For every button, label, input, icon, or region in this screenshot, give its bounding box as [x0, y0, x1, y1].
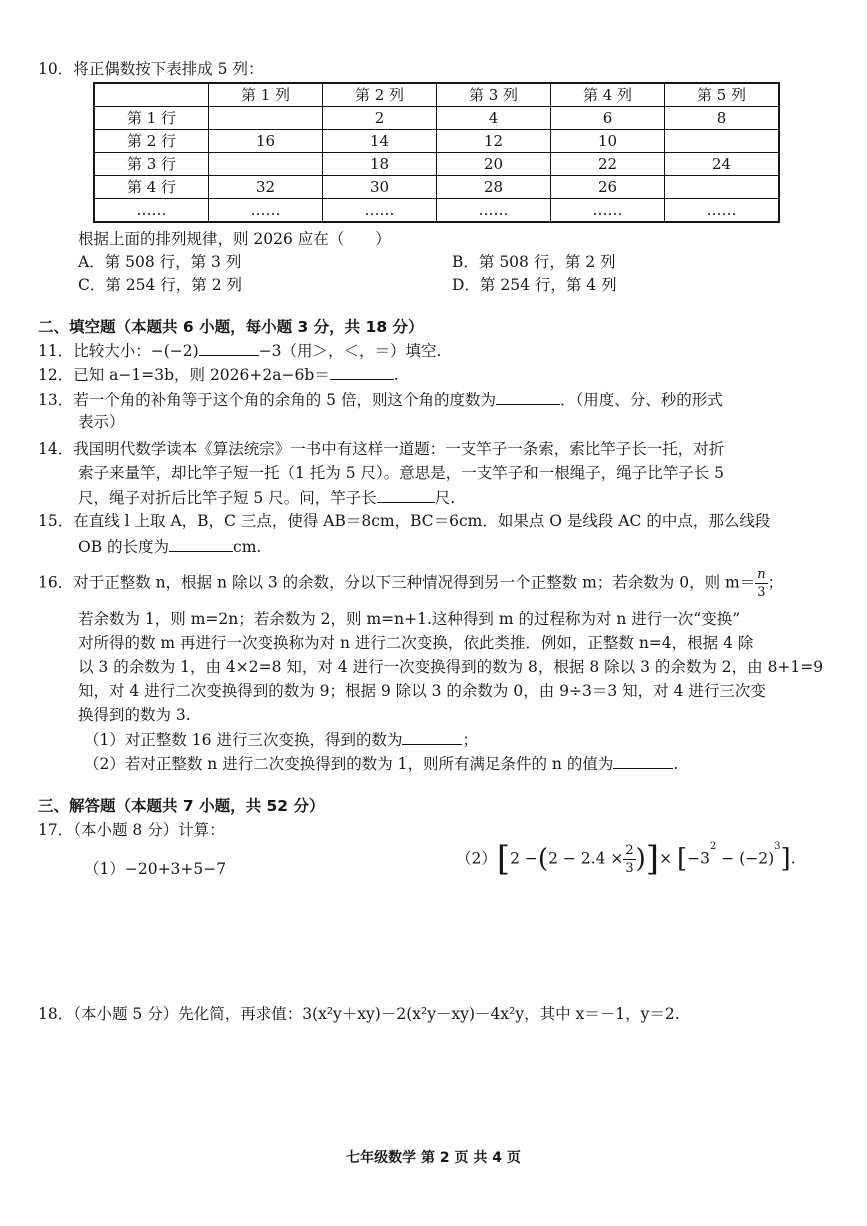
- table-cell: ……: [323, 199, 437, 223]
- q17-p2-d: −3: [687, 849, 710, 868]
- q17-p2-end: .: [790, 849, 796, 868]
- q10-option-a: A．第 508 行，第 3 列: [78, 253, 242, 271]
- table-header-cell: [94, 83, 209, 107]
- q17-frac-num: 2: [625, 842, 634, 858]
- table-cell: ……: [437, 199, 551, 223]
- q16-line3: 对所得的数 m 再进行一次变换称为对 n 进行二次变换，依此类推．例如，正整数 n=4，根据 4 除: [78, 634, 754, 652]
- table-row: [94, 130, 779, 153]
- q17-fraction: [623, 844, 635, 875]
- table-header-cell: 第 3 列: [437, 83, 551, 107]
- q15-blank: [169, 537, 233, 552]
- table-header-cell: 第 2 列: [323, 83, 437, 107]
- table-cell: 32: [209, 176, 323, 199]
- q17-part1: （1）−20+3+5−7: [84, 860, 227, 878]
- outer-bracket-open: [: [496, 839, 511, 879]
- q10-option-b: B．第 508 行，第 2 列: [452, 253, 616, 271]
- q13-blank: [496, 390, 560, 405]
- section-2-title: 二、填空题（本题共 6 小题，每小题 3 分，共 18 分）: [38, 318, 424, 336]
- row-label-cell: 第 1 行: [94, 107, 209, 130]
- table-cell: 6: [551, 107, 665, 130]
- q14-line2: 索子来量竿，却比竿子短一托（1 托为 5 尺）。意思是，一支竿子和一根绳子，绳子比竿子长 5: [78, 464, 725, 482]
- q10-option-d: D．第 254 行，第 4 列: [452, 276, 617, 294]
- table-cell: 26: [551, 176, 665, 199]
- q15-line2: [78, 537, 261, 557]
- q11-text-b: −3（用＞，＜，＝）填空.: [258, 342, 442, 360]
- table-row: [94, 176, 779, 199]
- q16-text-1: 16．对于正整数 n，根据 n 除以 3 的余数，分以下三种情况得到另一个正整数 m；若余数为 0，则 m＝: [38, 573, 756, 592]
- q15-text-b: cm.: [233, 538, 262, 556]
- q16-p1-end: ；: [462, 731, 478, 749]
- table-cell: 28: [437, 176, 551, 199]
- q14-text-b: 尺.: [434, 489, 456, 507]
- q14-text-a: 尺，绳子对折后比竿子短 5 尺。问，竿子长: [78, 489, 377, 507]
- q16-line1: [38, 568, 783, 599]
- q16-p2-end: .: [673, 755, 679, 773]
- row-label-cell: ……: [94, 199, 209, 223]
- q16-fraction: [755, 568, 767, 599]
- second-bracket-close: ]: [780, 844, 791, 874]
- row-label-cell: 第 4 行: [94, 176, 209, 199]
- table-cell: [665, 176, 780, 199]
- q16-line6: 换得到的数为 3.: [78, 706, 191, 724]
- q14-line1: 14．我国明代数学读本《算法统宗》一书中有这样一道题：一支竿子一条索，索比竿子长一托，对折: [38, 440, 725, 458]
- exp-2: 2: [710, 841, 717, 852]
- table-row: [94, 107, 779, 130]
- q15-text-a: OB 的长度为: [78, 538, 170, 556]
- row-label-cell: 第 2 行: [94, 130, 209, 153]
- table-cell: 16: [209, 130, 323, 153]
- q16-line5: 知，对 4 进行二次变换得到的数为 9；根据 9 除以 3 的余数为 0，由 9÷3＝3 知，对 4 进行三次变: [78, 682, 766, 700]
- q18: 18．（本小题 5 分）先化简，再求值：3(x²y＋xy)－2(x²y－xy)－4x²y，其中 x＝－1，y＝2.: [38, 1005, 680, 1023]
- table-row: [94, 153, 779, 176]
- table-cell: 20: [437, 153, 551, 176]
- table-header-cell: 第 5 列: [665, 83, 780, 107]
- inner-paren-open: (: [537, 844, 549, 874]
- table-cell: 22: [551, 153, 665, 176]
- table-cell: [209, 153, 323, 176]
- table-cell: 10: [551, 130, 665, 153]
- exp-3: 3: [774, 841, 781, 852]
- q16-frac-num: n: [757, 567, 766, 582]
- q16-line2: 若余数为 1，则 m=2n；若余数为 2，则 m=n+1.这种得到 m 的过程称为对 n 进行一次“变换”: [78, 610, 741, 628]
- table-header-cell: 第 4 列: [551, 83, 665, 107]
- q17-p2-a: 2 −: [510, 849, 538, 868]
- q13-line2: 表示）: [78, 413, 125, 431]
- q13-text-b: ．（用度、分、秒的形式: [559, 391, 723, 409]
- q16-frac-den: 3: [757, 585, 766, 600]
- q12-text-b: .: [393, 366, 399, 384]
- q17-p2-times: ×: [659, 849, 677, 868]
- q10-stem: 10．将正偶数按下表排成 5 列：: [38, 60, 264, 78]
- section-3-title: 三、解答题（本题共 7 小题，共 52 分）: [38, 797, 325, 815]
- q16-part1: [84, 730, 478, 750]
- q17-p2-e: − (−2): [716, 849, 775, 868]
- q14-line3: [78, 488, 455, 508]
- table-cell: 2: [323, 107, 437, 130]
- q16-text-1-end: ；: [767, 573, 784, 592]
- table-cell: ……: [209, 199, 323, 223]
- q13-text-a: 13．若一个角的补角等于这个角的余角的 5 倍，则这个角的度数为: [38, 391, 496, 409]
- page-footer: 七年级数学 第 2 页 共 4 页: [346, 1150, 521, 1166]
- table-cell: 24: [665, 153, 780, 176]
- inner-paren-close: ): [635, 844, 646, 874]
- q17-p2-label: （2）: [456, 849, 497, 868]
- q12: [38, 365, 399, 385]
- table-row: [94, 199, 779, 223]
- q13-line1: [38, 390, 723, 410]
- q14-blank: [377, 488, 435, 503]
- q11-text-a: 11．比较大小：−(−2): [38, 342, 199, 360]
- table-cell: ……: [551, 199, 665, 223]
- q16-p1-text: （1）对正整数 16 进行三次变换，得到的数为: [84, 731, 403, 749]
- table-cell: 14: [323, 130, 437, 153]
- q17-part2-expression: [456, 839, 796, 879]
- q16-p2-blank: [613, 754, 673, 769]
- second-bracket-open: [: [676, 844, 688, 874]
- q16-p2-text: （2）若对正整数 n 进行二次变换得到的数为 1，则所有满足条件的 n 的值为: [84, 755, 614, 773]
- table-header-cell: 第 1 列: [209, 83, 323, 107]
- q17-frac-den: 3: [625, 860, 634, 876]
- table-cell: 8: [665, 107, 780, 130]
- even-number-table: [93, 82, 780, 223]
- table-cell: 12: [437, 130, 551, 153]
- q17-stem: 17．（本小题 8 分）计算：: [38, 821, 225, 839]
- table-cell: [209, 107, 323, 130]
- row-label-cell: 第 3 行: [94, 153, 209, 176]
- table-cell: 30: [323, 176, 437, 199]
- table-cell: 18: [323, 153, 437, 176]
- q11: [38, 341, 441, 361]
- q12-blank: [330, 365, 394, 380]
- q12-text-a: 12．已知 a−1=3b，则 2026+2a−6b＝: [38, 366, 330, 384]
- q11-blank: [199, 341, 259, 356]
- table-cell: ……: [665, 199, 780, 223]
- q16-p1-blank: [402, 730, 462, 745]
- q10-option-c: C．第 254 行，第 2 列: [78, 276, 243, 294]
- table-cell: [665, 130, 780, 153]
- q16-line4: 以 3 的余数为 1，由 4×2=8 知，对 4 进行一次变换得到的数为 8，根据 8 除以 3 的余数为 2，由 8+1=9: [78, 658, 824, 676]
- outer-bracket-close: ]: [645, 839, 660, 879]
- q17-p2-b: 2 − 2.4 ×: [548, 849, 624, 868]
- q16-part2: [84, 754, 678, 774]
- q15-line1: 15．在直线 l 上取 A，B，C 三点，使得 AB＝8cm，BC＝6cm．如果点 O 是线段 AC 的中点，那么线段: [38, 512, 771, 530]
- table-header-row: [94, 83, 779, 107]
- q10-question: 根据上面的排列规律，则 2026 应在（ ）: [78, 230, 391, 248]
- table-cell: 4: [437, 107, 551, 130]
